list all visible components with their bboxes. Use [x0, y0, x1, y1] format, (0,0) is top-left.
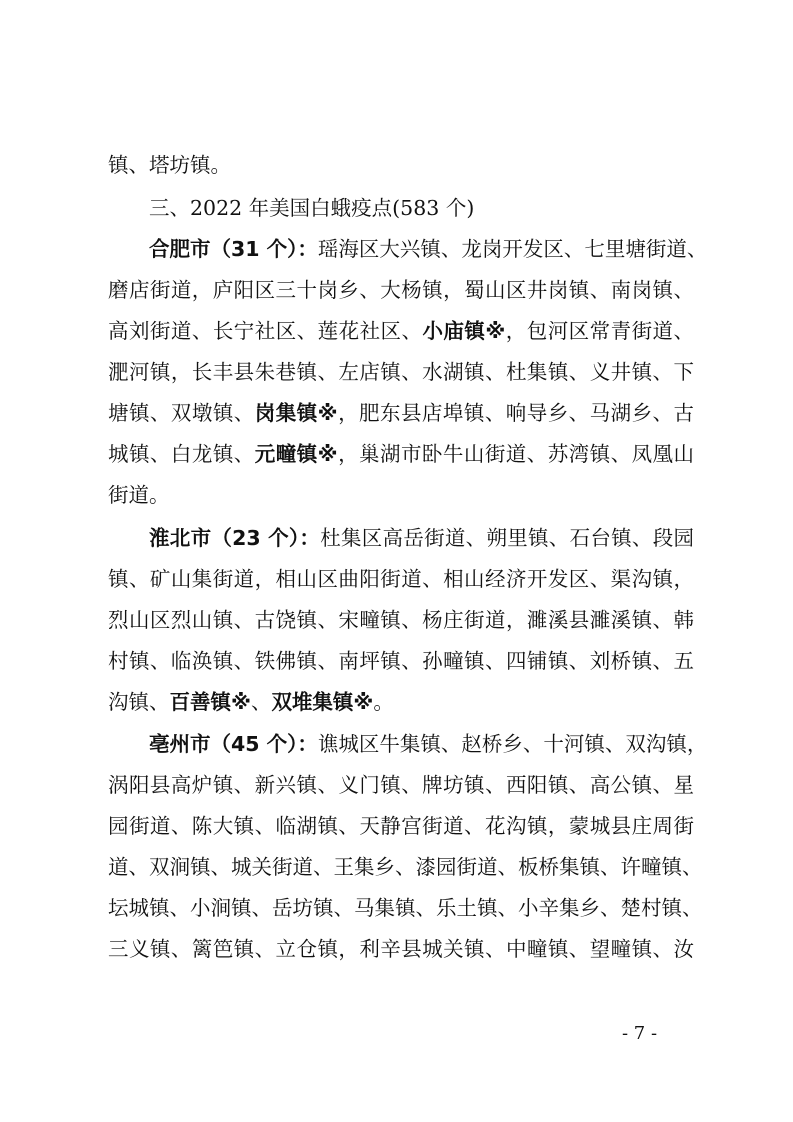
text-line: 淝河镇，长丰县朱巷镇、左店镇、水湖镇、杜集镇、义井镇、下	[108, 360, 694, 384]
highlight-town: 小庙镇※	[422, 319, 506, 343]
text-line	[108, 150, 694, 180]
text-line	[149, 729, 708, 759]
text-line	[149, 523, 694, 553]
text-span: ，肥东县店埠镇、响导乡、马湖乡、古	[338, 401, 695, 425]
text-span: 城镇、白龙镇、	[108, 442, 255, 466]
text-span: 沟镇、	[108, 690, 170, 714]
text-line: 涡阳县高炉镇、新兴镇、义门镇、牌坊镇、西阳镇、高公镇、星	[108, 773, 694, 797]
text-span: 塘镇、双墩镇、	[108, 401, 255, 425]
text-span: 杜集区高岳街道、朔里镇、石台镇、段园	[320, 526, 694, 550]
text-line	[108, 398, 694, 428]
text-line: 道、双涧镇、城关街道、王集乡、漆园街道、板桥集镇、许疃镇、	[108, 855, 703, 879]
text-line: 烈山区烈山镇、古饶镇、宋疃镇、杨庄街道，濉溪县濉溪镇、韩	[108, 608, 694, 632]
text-line: 村镇、临涣镇、铁佛镇、南坪镇、孙疃镇、四铺镇、刘桥镇、五	[108, 649, 694, 673]
text-line	[108, 316, 694, 346]
text-line: 磨店街道，庐阳区三十岗乡、大杨镇，蜀山区井岗镇、南岗镇、	[108, 278, 694, 302]
text-span: 、	[250, 690, 272, 714]
text-span: 镇、塔坊镇。	[108, 153, 231, 177]
text-line	[149, 234, 708, 264]
text-span: ，巢湖市卧牛山街道、苏湾镇、凤凰山	[338, 442, 695, 466]
highlight-town: 百善镇※	[169, 690, 251, 714]
text-line	[108, 687, 694, 717]
text-line: 镇、矿山集街道，相山区曲阳街道、相山经济开发区、渠沟镇，	[108, 567, 694, 591]
text-line: 三义镇、篱笆镇、立仓镇，利辛县城关镇、中疃镇、望疃镇、汝	[108, 937, 694, 961]
text-line	[108, 439, 694, 469]
city-label-hefei: 合肥市（31 个）：	[149, 237, 318, 261]
city-label-bozhou: 亳州市（45 个）：	[149, 732, 318, 756]
text-span: ，包河区常青街道、	[505, 319, 695, 343]
city-label-huaibei: 淮北市（23 个）：	[149, 526, 321, 550]
highlight-town: 双堆集镇※	[271, 690, 374, 714]
text-span: 。	[373, 690, 394, 714]
text-span: 高刘街道、长宁社区、莲花社区、	[108, 319, 423, 343]
highlight-town: 岗集镇※	[254, 401, 339, 425]
text-span: 瑶海区大兴镇、龙岗开发区、七里塘街道、	[317, 237, 708, 261]
highlight-town: 元疃镇※	[254, 442, 339, 466]
text-line: 街道。	[108, 483, 170, 507]
text-line: 园街道、陈大镇、临湖镇、天静宫街道、花沟镇，蒙城县庄周街	[108, 814, 694, 838]
text-span: 谯城区牛集镇、赵桥乡、十河镇、双沟镇，	[317, 732, 708, 756]
page-number: - 7 -	[622, 1023, 658, 1044]
section-heading: 三、2022 年美国白蛾疫点(583 个)	[149, 196, 475, 220]
text-line: 坛城镇、小涧镇、岳坊镇、马集镇、乐土镇、小辛集乡、楚村镇、	[108, 896, 703, 920]
